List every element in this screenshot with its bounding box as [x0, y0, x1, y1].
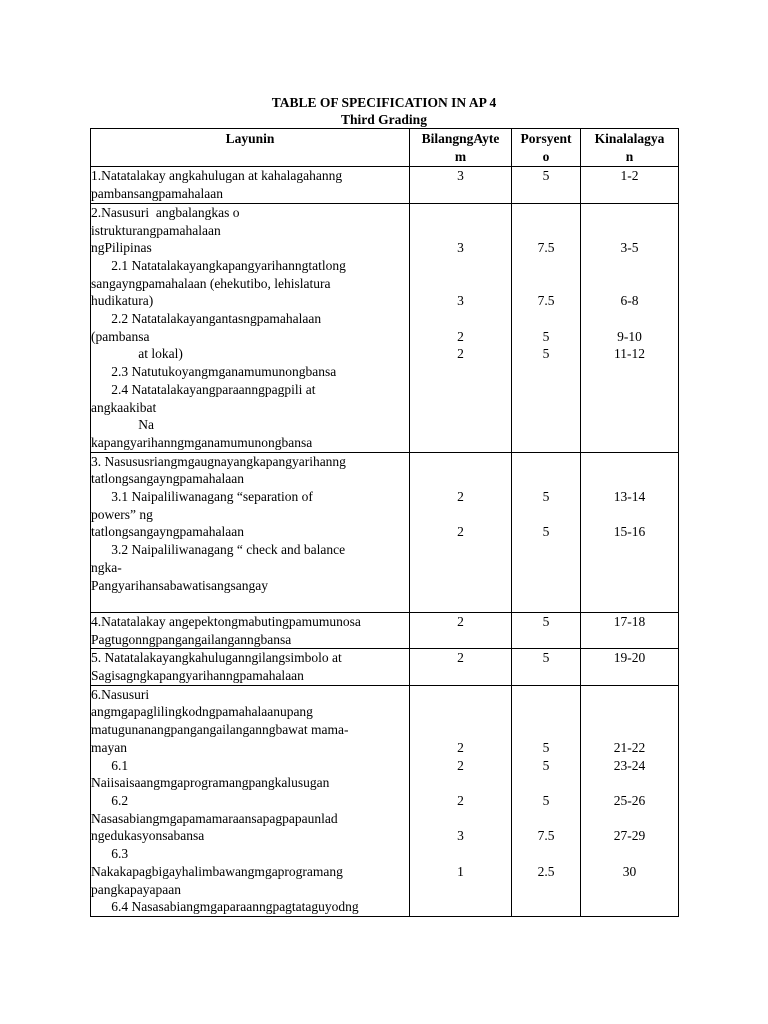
- objective-line: 4.Natatalakay angepektongmabutingpamumunosa: [91, 613, 361, 629]
- items-count-cell: [410, 203, 512, 452]
- item-location-value: 30: [622, 863, 637, 879]
- objective-line: 2.4 Natatalakayangparaanngpagpili at: [91, 381, 316, 397]
- objective-line: tatlongsangayngpamahalaan: [91, 524, 244, 540]
- item-location-value: [581, 222, 678, 240]
- objective-line: Sagisagngkapangyarihanngpamahalaan: [91, 668, 304, 684]
- percent-value: [512, 470, 580, 488]
- item-location-value: 25-26: [613, 792, 646, 808]
- item-location-value: [581, 506, 678, 524]
- item-location-value: [581, 721, 678, 739]
- objective-line: 3. Nasususriangmgaugnayangkapangyarihanng: [91, 453, 346, 469]
- percent-value: 7.5: [537, 240, 555, 256]
- item-location-value: [581, 774, 678, 792]
- item-location-value: [581, 275, 678, 293]
- objective-line: 2.2 Natatalakayangantasngpamahalaan: [91, 311, 322, 327]
- objective-line: ngPilipinas: [91, 240, 152, 256]
- percent-value: 5: [542, 346, 550, 362]
- objective-line: 2.1 Natatalakayangkapangyarihanngtatlong: [91, 257, 346, 273]
- item-location-value: [581, 204, 678, 222]
- item-location-value: [581, 310, 678, 328]
- table-row: [91, 203, 679, 452]
- item-location-value: [581, 257, 678, 275]
- location-cell: [581, 203, 679, 452]
- document-title: TABLE OF SPECIFICATION IN AP 4: [271, 95, 497, 110]
- objective-line: 6.2: [91, 793, 129, 808]
- items-count-value: [410, 222, 511, 240]
- items-count-cell: [410, 167, 512, 203]
- objective-line: 5. Natatalakayangkahuluganngilangsimbolo at: [91, 650, 342, 666]
- location-cell: [581, 167, 679, 203]
- item-location-value: 3-5: [620, 240, 639, 256]
- header-layunin: Layunin: [91, 129, 410, 167]
- objective-line: 2.Nasusuri angbalangkas o: [91, 204, 240, 220]
- items-count-value: 2: [457, 757, 464, 773]
- objective-line: 6.3: [91, 846, 129, 862]
- table-row: [91, 452, 679, 612]
- percent-value: [512, 721, 580, 739]
- item-location-value: [581, 470, 678, 488]
- objective-line: powers” ng: [91, 506, 153, 522]
- percent-value: [512, 310, 580, 328]
- items-count-value: [410, 453, 511, 471]
- items-count-value: 2: [457, 346, 464, 362]
- percent-value: [512, 845, 580, 863]
- objective-line: Pangyarihansabawatisangsangay: [91, 577, 268, 593]
- objective-line: Nakakapagbigayhalimbawangmgaprogramang: [91, 863, 343, 879]
- percent-value: 5: [542, 739, 550, 755]
- location-cell: [581, 685, 679, 916]
- percent-value: [512, 257, 580, 275]
- location-cell: [581, 452, 679, 612]
- percent-value: [512, 222, 580, 240]
- items-count-cell: [410, 649, 512, 685]
- item-location-value: 6-8: [620, 293, 639, 309]
- percent-value: [512, 453, 580, 471]
- objective-line: 6.Nasusuri: [91, 686, 150, 702]
- items-count-value: 3: [457, 293, 464, 309]
- item-location-value: 9-10: [617, 328, 642, 344]
- items-count-value: [410, 721, 511, 739]
- items-count-value: 2: [457, 650, 464, 666]
- percent-value: 5: [542, 524, 550, 540]
- header-bilang-ng-aytem: BilangngAyte m: [410, 129, 512, 167]
- objective-line: 6.1: [91, 757, 129, 773]
- percent-value: 5: [542, 792, 550, 808]
- items-count-value: [410, 845, 511, 863]
- objective-cell: [91, 685, 410, 916]
- items-count-value: [410, 310, 511, 328]
- item-location-value: 13-14: [613, 489, 646, 505]
- objective-line: istrukturangpamahalaan: [91, 222, 221, 238]
- objective-line: matugunanangpangangailanganngbawat mama-: [91, 722, 349, 738]
- percent-value: 7.5: [537, 293, 555, 309]
- items-count-value: 2: [457, 739, 464, 755]
- objective-line: sangayngpamahalaan (ehekutibo, lehislatura: [91, 275, 331, 291]
- location-cell: [581, 612, 679, 648]
- objective-line: pangkapayapaan: [91, 881, 181, 897]
- percent-value: [512, 506, 580, 524]
- items-count-value: [410, 275, 511, 293]
- objective-line: angmgapaglilingkodngpamahalaanupang: [91, 704, 313, 720]
- objective-line: ngedukasyonsabansa: [91, 828, 205, 844]
- item-location-value: [581, 453, 678, 471]
- items-count-value: [410, 686, 511, 704]
- item-location-value: [581, 703, 678, 721]
- items-count-cell: [410, 612, 512, 648]
- percent-value: 5: [542, 757, 550, 773]
- items-count-value: 2: [457, 524, 464, 540]
- percent-cell: [512, 685, 581, 916]
- percent-value: 5: [542, 650, 550, 666]
- percent-value: [512, 774, 580, 792]
- item-location-value: 15-16: [613, 524, 646, 540]
- items-count-value: [410, 774, 511, 792]
- percent-value: 5: [542, 489, 550, 505]
- items-count-value: 2: [457, 328, 464, 344]
- items-count-value: 3: [457, 240, 464, 256]
- objective-cell: [91, 452, 410, 612]
- objective-line: 6.4 Nasasabiangmgaparaanngpagtataguyodng: [91, 899, 359, 915]
- item-location-value: 17-18: [613, 613, 646, 629]
- percent-cell: [512, 203, 581, 452]
- objective-line: ngka-: [91, 559, 122, 575]
- items-count-value: [410, 257, 511, 275]
- percent-cell: [512, 452, 581, 612]
- objective-line: hudikatura): [91, 293, 154, 309]
- items-count-cell: [410, 452, 512, 612]
- item-location-value: 21-22: [613, 739, 646, 755]
- item-location-value: 23-24: [613, 757, 646, 773]
- objective-cell: [91, 612, 410, 648]
- table-header-row: [91, 129, 679, 167]
- objective-line: 2.3 Natutukoyangmganamumunongbansa: [91, 364, 337, 380]
- percent-value: [512, 686, 580, 704]
- item-location-value: [581, 810, 678, 828]
- items-count-value: [410, 470, 511, 488]
- percent-cell: [512, 167, 581, 203]
- objective-line: 3.1 Naipaliliwanagang “separation of: [91, 489, 313, 505]
- objective-line: (pambansa: [91, 328, 150, 344]
- objective-line: Pagtugonngpangangailanganngbansa: [91, 631, 292, 647]
- percent-value: 5: [542, 613, 550, 629]
- objective-line: mayan: [91, 739, 127, 755]
- table-row: [91, 649, 679, 685]
- item-location-value: 27-29: [613, 828, 646, 844]
- percent-cell: [512, 612, 581, 648]
- objective-line: Nasasabiangmgapamamaraansapagpapaunlad: [91, 810, 338, 826]
- items-count-value: [410, 204, 511, 222]
- items-count-value: 2: [457, 792, 464, 808]
- items-count-value: [410, 810, 511, 828]
- objective-line: at lokal): [91, 346, 183, 362]
- items-count-value: 2: [457, 489, 464, 505]
- items-count-value: 1: [457, 863, 464, 879]
- table-row: [91, 612, 679, 648]
- items-count-value: [410, 506, 511, 524]
- item-location-value: 11-12: [614, 346, 645, 362]
- header-porsyento: Porsyent o: [512, 129, 581, 167]
- item-location-value: 19-20: [613, 650, 646, 666]
- location-cell: [581, 649, 679, 685]
- objective-line: Na: [91, 417, 154, 433]
- percent-cell: [512, 649, 581, 685]
- percent-value: 5: [542, 168, 550, 184]
- item-location-value: 1-2: [620, 168, 639, 184]
- items-count-value: 3: [457, 168, 464, 184]
- percent-value: [512, 204, 580, 222]
- percent-value: [512, 275, 580, 293]
- objective-line: angkaakibat: [91, 399, 157, 415]
- objective-line: kapangyarihanngmganamumunongbansa: [91, 434, 313, 450]
- items-count-cell: [410, 685, 512, 916]
- percent-value: [512, 703, 580, 721]
- objective-cell: [91, 203, 410, 452]
- items-count-value: 2: [457, 613, 464, 629]
- table-row: [91, 167, 679, 203]
- percent-value: 2.5: [537, 863, 555, 879]
- header-kinalalagyan: Kinalalagya n: [581, 129, 679, 167]
- percent-value: [512, 810, 580, 828]
- objective-line: Naiisaisaangmgaprogramangpangkalusugan: [91, 775, 330, 791]
- percent-value: 7.5: [537, 828, 555, 844]
- document-subtitle: Third Grading: [341, 112, 427, 127]
- objective-line: [91, 594, 409, 612]
- objective-line: pambansangpamahalaan: [91, 186, 223, 202]
- percent-value: 5: [542, 328, 550, 344]
- objective-line: 3.2 Naipaliliwanagang “ check and balance: [91, 542, 346, 558]
- objective-cell: [91, 167, 410, 203]
- table-row: [91, 685, 679, 916]
- objective-line: tatlongsangayngpamahalaan: [91, 471, 244, 487]
- objective-cell: [91, 649, 410, 685]
- item-location-value: [581, 686, 678, 704]
- objective-line: 1.Natatalakay angkahulugan at kahalagahanng: [91, 168, 343, 184]
- specification-table: [90, 128, 679, 917]
- items-count-value: [410, 703, 511, 721]
- item-location-value: [581, 845, 678, 863]
- items-count-value: 3: [457, 828, 464, 844]
